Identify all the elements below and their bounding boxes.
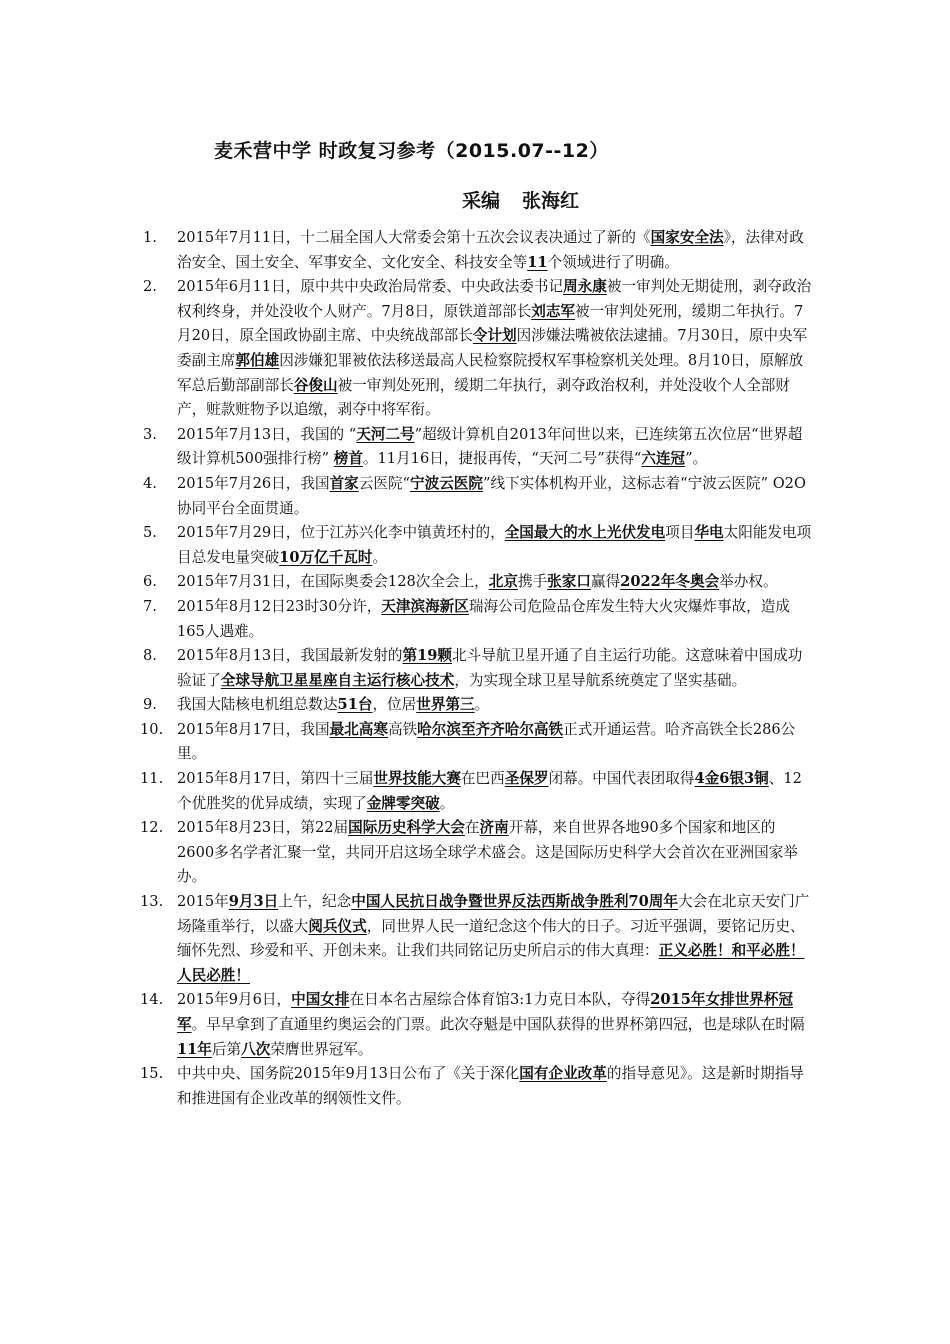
item-text: 开幕，来自世界各地90多个国家和地区的2600多名学者汇聚一堂，共同开启这场全球学术盛会。这是国际历史科学大会首次在亚洲国家举办。	[177, 819, 798, 886]
item-text: 因涉嫌法嘴被依法逮捕。7月30日，原中央军委副主席	[177, 327, 808, 369]
list-item	[140, 226, 812, 275]
key-term: 世界技能大赛	[373, 770, 461, 788]
key-term: 2015年女排世界杯冠军	[177, 991, 794, 1033]
item-text: 太阳能发电项目总发电量突破	[177, 524, 812, 566]
item-text: 在日本名古屋综合体育馆3:1力克日本队，夺得	[349, 991, 651, 1009]
item-text: 瑞海公司危险品仓库发生特大火灾爆炸事故，造成165人遇难。	[177, 597, 790, 640]
item-text: 2015年7月11日，十二届全国人大常委会第十五次会议表决通过了新的《	[177, 229, 651, 246]
key-term: 11	[527, 253, 548, 271]
item-text: 项目	[665, 524, 695, 542]
key-term: 圣保罗	[504, 770, 549, 788]
item-number: 9.	[143, 696, 157, 714]
item-text: 2015年6月11日，原中共中央政治局常委、中央政法委书记	[177, 278, 564, 296]
list-item	[140, 1062, 812, 1111]
list-item	[140, 693, 812, 718]
item-text: 在巴西	[460, 770, 505, 788]
key-term: 全球导航卫星星座自主运行核心技术	[220, 671, 455, 689]
item-text: 。11月16日，捷报再传，“天河二号”获得“	[362, 450, 642, 468]
item-text: 。	[439, 794, 455, 812]
item-text: 2015年8月12日23时30分许，	[177, 597, 382, 615]
list-item	[140, 423, 812, 472]
key-term: 张家口	[547, 573, 591, 591]
key-term: 9月3日	[228, 893, 279, 911]
item-text: 2015年7月31日，在国际奥委会128次全会上，	[177, 573, 489, 591]
key-term: 中国女排	[291, 991, 350, 1009]
key-term: 谷俊山	[293, 376, 338, 394]
item-number: 1.	[143, 229, 157, 246]
list-item	[140, 595, 812, 644]
item-text: 2015年	[177, 893, 229, 911]
key-term: 10万亿千瓦时	[279, 548, 373, 566]
key-term: 天河二号	[356, 425, 415, 443]
key-term: 济南	[479, 819, 509, 837]
item-text: 2015年9月6日，	[177, 991, 292, 1009]
item-number: 15.	[140, 1065, 164, 1083]
key-term: 世界第三	[416, 696, 475, 714]
item-text: 2015年7月26日，我国	[177, 474, 330, 492]
key-term: 刘志军	[531, 302, 576, 320]
key-term: 天津滨海新区	[381, 597, 469, 615]
list-item	[140, 890, 812, 988]
list-item	[140, 816, 812, 890]
key-term: 华电	[694, 524, 724, 542]
item-text: 中共中央、国务院2015年9月13日公布了《关于深化	[177, 1065, 520, 1083]
key-term: 榜首	[333, 450, 363, 468]
item-number: 11.	[140, 770, 164, 788]
item-text: 被一审判处死刑，缓期二年执行，剥夺政治权利，并处没收个人全部财产，赃款赃物予以追缴，剥夺中将军衔。	[177, 376, 790, 419]
item-text: 高铁	[387, 720, 418, 738]
item-text: 、12个优胜奖的优异成绩，实现了	[177, 770, 802, 812]
key-term: 国际历史科学大会	[348, 819, 465, 837]
news-list	[140, 226, 812, 1111]
key-term: 中国人民抗日战争暨世界反法西斯战争胜利70周年	[351, 893, 678, 911]
item-text: ”线下实体机构开业，这标志着“宁波云医院” O2O协同平台全面贯通。	[177, 474, 806, 517]
item-number: 3.	[143, 425, 157, 443]
item-text: ，为实现全球卫星导航系统奠定了坚实基础。	[454, 671, 747, 689]
item-text: 因涉嫌犯罪被依法移送最高人民检察院授权军事检察机关处理。8月10日，原解放军总后勤部副部长	[177, 351, 804, 394]
item-text: 云医院“	[358, 474, 411, 492]
list-item	[140, 275, 812, 423]
key-term: 首家	[329, 474, 359, 492]
item-text: 我国大陆核电机组总数达	[177, 696, 338, 714]
key-term: 4金6银3铜	[694, 770, 769, 788]
key-term: 51台	[337, 696, 373, 714]
item-text: 被一审判处死刑，缓期二年执行。7月20日，原全国政协副主席、中央统战部部长	[177, 302, 804, 345]
key-term: 全国最大的水上光伏发电	[504, 524, 666, 542]
item-number: 7.	[143, 597, 157, 615]
item-text: ，同世界人民一道纪念这个伟大的日子。习近平强调，要铭记历史、缅怀先烈、珍爱和平、开创未来。让我们共同铭记历史所启示的伟大真理：	[177, 917, 805, 960]
key-term: 第19颗	[402, 647, 453, 665]
list-item	[140, 767, 812, 816]
item-text: 2015年7月13日，我国的 “	[177, 425, 357, 443]
byline	[462, 186, 579, 213]
item-text: 。	[372, 548, 388, 566]
item-text: 在	[464, 819, 480, 837]
key-term: 最北高寒	[329, 720, 388, 738]
item-number: 6.	[143, 573, 157, 591]
item-text: ”超级计算机自2013年问世以来，已连续第五次位居“世界超级计算机500强排行榜”	[177, 425, 803, 468]
item-number: 8.	[143, 647, 157, 665]
document-title: 麦禾营中学 时政复习参考（2015.07--12）	[214, 140, 609, 162]
item-text: 闭幕。中国代表团取得	[548, 770, 695, 788]
list-item	[140, 988, 812, 1062]
item-text: 2015年7月29日，位于江苏兴化李中镇黄坯村的，	[177, 524, 505, 542]
key-term: 宁波云医院	[410, 474, 483, 492]
key-term: 2022年冬奥会	[620, 573, 720, 591]
item-text: 赢得	[590, 573, 621, 591]
key-term: 阅兵仪式	[308, 917, 367, 935]
key-term: 11年	[177, 1040, 212, 1058]
item-text: 的指导意见》。这是新时期指导和推进国有企业改革的纲领性文件。	[177, 1065, 804, 1107]
item-text: 携手	[517, 573, 548, 591]
item-text: 2015年8月23日，第22届	[177, 819, 349, 837]
item-text: 2015年8月17日，第四十三届	[177, 770, 374, 788]
item-text: 2015年8月13日，我国最新发射的	[177, 647, 403, 665]
item-text: 正式开通运营。哈齐高铁全长286公里。	[177, 720, 796, 763]
list-item	[140, 570, 812, 595]
list-item	[140, 472, 812, 521]
item-number: 4.	[143, 474, 157, 492]
key-term: 国有企业改革	[519, 1065, 607, 1083]
item-text: 。	[474, 696, 490, 714]
key-term: 八次	[241, 1040, 271, 1058]
key-term: 六连冠	[641, 450, 686, 468]
key-term: 金牌零突破	[366, 794, 440, 812]
item-text: 大会在北京天安门广场隆重举行，以盛大	[177, 893, 810, 935]
item-number: 5.	[143, 524, 157, 542]
list-item	[140, 718, 812, 767]
item-number: 14.	[140, 991, 164, 1009]
item-number: 10.	[140, 720, 164, 738]
item-text: 北斗导航卫星开通了自主运行功能。这意味着中国成功验证了	[177, 647, 803, 689]
item-text: ”。	[685, 450, 708, 468]
item-text: 2015年8月17日，我国	[177, 720, 330, 738]
list-item	[140, 521, 812, 570]
item-text: ，位居	[372, 696, 417, 714]
item-text: 荣膺世界冠军。	[270, 1040, 373, 1058]
item-text: 个领域进行了明确。	[547, 253, 679, 271]
item-number: 13.	[140, 893, 164, 911]
list-item	[140, 644, 812, 693]
key-term: 郭伯雄	[235, 351, 280, 369]
byline-name: 张海红	[522, 190, 580, 212]
item-text: 。早早拿到了直通里约奥运会的门票。此次夺魁是中国队获得的世界杯第四冠，也是球队在时隔	[191, 1016, 805, 1033]
item-text: 后第	[211, 1040, 242, 1058]
item-number: 2.	[143, 278, 157, 296]
key-term: 令计划	[472, 327, 517, 345]
item-text: 上午，纪念	[278, 893, 352, 911]
key-term: 国家安全法	[650, 229, 724, 246]
byline-role: 采编	[462, 190, 501, 212]
item-text: 》，法律对政治安全、国土安全、军事安全、文化安全、科技安全等	[177, 229, 804, 271]
item-number: 12.	[140, 819, 164, 837]
key-term: 哈尔滨至齐齐哈尔高铁	[417, 720, 564, 738]
key-term: 正义必胜！和平必胜！人民必胜！	[177, 942, 805, 984]
item-text: 举办权。	[719, 573, 778, 591]
key-term: 周永康	[563, 278, 607, 296]
item-text: 被一审判处无期徒刑，剥夺政治权利终身，并处没收个人财产。7月8日，原铁道部部长	[177, 278, 812, 320]
key-term: 北京	[488, 573, 518, 591]
